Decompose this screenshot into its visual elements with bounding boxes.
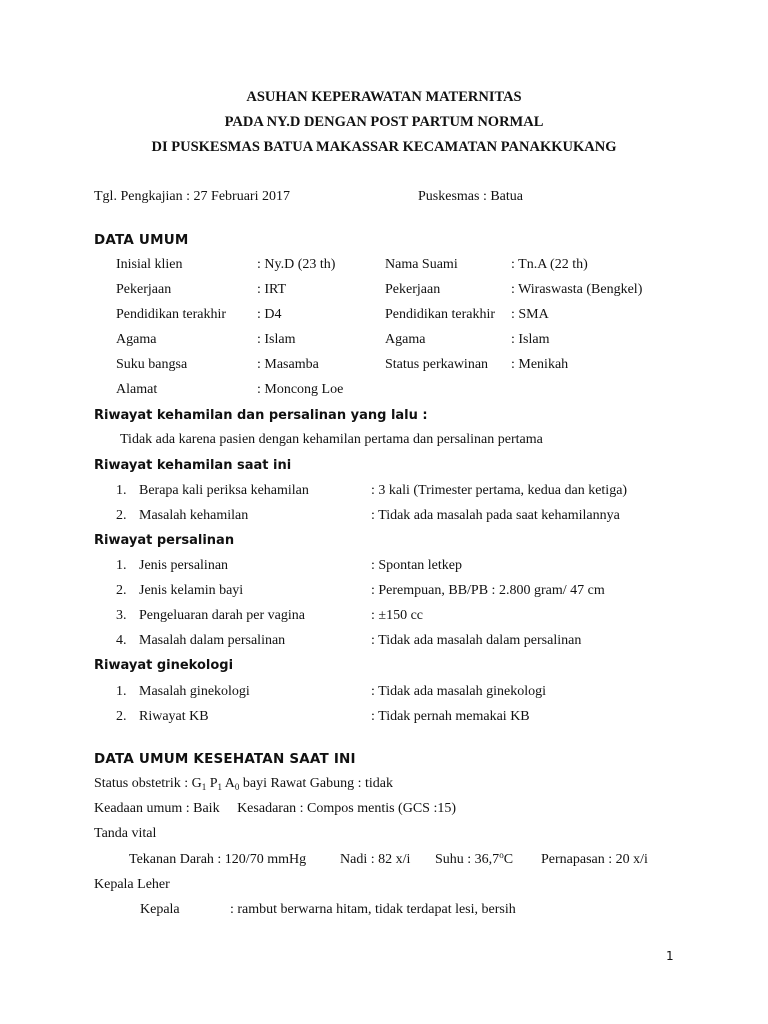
list-label: Jenis kelamin bayi	[139, 583, 244, 598]
husband-field-value: : Wiraswasta (Bengkel)	[511, 282, 643, 297]
husband-field-label: Pekerjaan	[385, 282, 441, 297]
list-number: 2.	[116, 508, 127, 523]
tanda-vital-label: Tanda vital	[94, 826, 157, 841]
patient-field-label: Inisial klien	[116, 257, 183, 272]
section-heading-riwayat-lalu: Riwayat kehamilan dan persalinan yang lalu :	[94, 408, 428, 423]
list-label: Masalah kehamilan	[139, 508, 249, 523]
husband-field-label: Status perkawinan	[385, 357, 489, 372]
degree-sign: o	[499, 850, 504, 860]
list-value: : Tidak ada masalah ginekologi	[371, 684, 546, 699]
kepala-label: Kepala	[140, 902, 180, 917]
patient-field-value: : D4	[257, 307, 282, 322]
kepala-leher-label: Kepala Leher	[94, 877, 170, 892]
list-label: Masalah dalam persalinan	[139, 633, 286, 648]
list-value: : Tidak ada masalah pada saat kehamilannya	[371, 508, 620, 523]
patient-field-value: : IRT	[257, 282, 287, 297]
temperature	[435, 852, 513, 868]
list-number: 1.	[116, 483, 127, 498]
patient-field-label: Suku bangsa	[116, 357, 188, 372]
section-heading-data-umum: DATA UMUM	[94, 232, 189, 248]
section-heading-kesehatan: DATA UMUM KESEHATAN SAAT INI	[94, 751, 356, 767]
husband-field-label: Pendidikan terakhir	[385, 307, 496, 322]
husband-field-label: Nama Suami	[385, 257, 458, 272]
list-number: 1.	[116, 558, 127, 573]
section-heading-riwayat-kehamilan: Riwayat kehamilan saat ini	[94, 458, 292, 473]
riwayat-lalu-text: Tidak ada karena pasien dengan kehamilan pertama dan persalinan pertama	[120, 432, 543, 447]
document-title-line-3: DI PUSKESMAS BATUA MAKASSAR KECAMATAN PANAKKUKANG	[151, 139, 617, 155]
list-value: : Tidak pernah memakai KB	[371, 709, 530, 724]
gravida-letter: G	[191, 776, 202, 791]
list-label: Riwayat KB	[139, 709, 209, 724]
temperature-unit: C	[503, 852, 514, 867]
list-number: 4.	[116, 633, 127, 648]
patient-field-label: Alamat	[116, 382, 158, 397]
section-heading-riwayat-ginekologi: Riwayat ginekologi	[94, 658, 234, 673]
blood-pressure: Tekanan Darah : 120/70 mmHg	[129, 852, 307, 867]
puskesmas-name: Puskesmas : Batua	[418, 189, 523, 204]
patient-field-label: Pendidikan terakhir	[116, 307, 227, 322]
pulse: Nadi : 82 x/i	[340, 852, 411, 867]
list-number: 1.	[116, 684, 127, 699]
patient-field-value: : Masamba	[257, 357, 319, 372]
husband-field-value: : Islam	[511, 332, 550, 347]
list-label: Pengeluaran darah per vagina	[139, 608, 305, 623]
temperature-value: Suhu : 36,7	[435, 852, 500, 867]
list-value: : Spontan letkep	[371, 558, 462, 573]
list-number: 2.	[116, 583, 127, 598]
document-title-line-1: ASUHAN KEPERAWATAN MATERNITAS	[246, 89, 522, 105]
patient-field-label: Agama	[116, 332, 157, 347]
husband-field-value: : Menikah	[511, 357, 569, 372]
patient-field-value: : Moncong Loe	[257, 382, 344, 397]
list-label: Berapa kali periksa kehamilan	[139, 483, 309, 498]
list-number: 2.	[116, 709, 127, 724]
patient-field-label: Pekerjaan	[116, 282, 172, 297]
list-value: : 3 kali (Trimester pertama, kedua dan ketiga)	[371, 483, 628, 498]
husband-field-value: : SMA	[511, 307, 549, 322]
document-title-line-2: PADA NY.D DENGAN POST PARTUM NORMAL	[224, 114, 544, 130]
patient-field-value: : Islam	[257, 332, 296, 347]
husband-field-label: Agama	[385, 332, 426, 347]
list-label: Jenis persalinan	[139, 558, 229, 573]
para-count: 1	[217, 782, 223, 792]
page-number: 1	[666, 949, 674, 963]
assessment-date: Tgl. Pengkajian : 27 Februari 2017	[94, 189, 290, 204]
status-obstetrik-prefix: Status obstetrik :	[94, 776, 192, 791]
status-obstetrik	[94, 776, 393, 792]
kepala-value: : rambut berwarna hitam, tidak terdapat lesi, bersih	[230, 902, 516, 917]
rawat-gabung: bayi Rawat Gabung : tidak	[239, 776, 393, 791]
husband-field-value: : Tn.A (22 th)	[511, 257, 588, 272]
list-value: : Perempuan, BB/PB : 2.800 gram/ 47 cm	[371, 583, 605, 598]
para-letter: P	[206, 776, 218, 791]
gravida-count: 1	[201, 782, 207, 792]
list-value: : Tidak ada masalah dalam persalinan	[371, 633, 582, 648]
abortus-letter: A	[222, 776, 235, 791]
section-heading-riwayat-persalinan: Riwayat persalinan	[94, 533, 235, 548]
patient-field-value: : Ny.D (23 th)	[257, 257, 336, 272]
respiration: Pernapasan : 20 x/i	[541, 852, 648, 867]
list-value: : ±150 cc	[371, 608, 424, 623]
abortus-count: 0	[234, 782, 240, 792]
keadaan-umum: Keadaan umum : Baik Kesadaran : Compos mentis (GCS :15)	[94, 801, 456, 816]
list-number: 3.	[116, 608, 127, 623]
list-label: Masalah ginekologi	[139, 684, 250, 699]
